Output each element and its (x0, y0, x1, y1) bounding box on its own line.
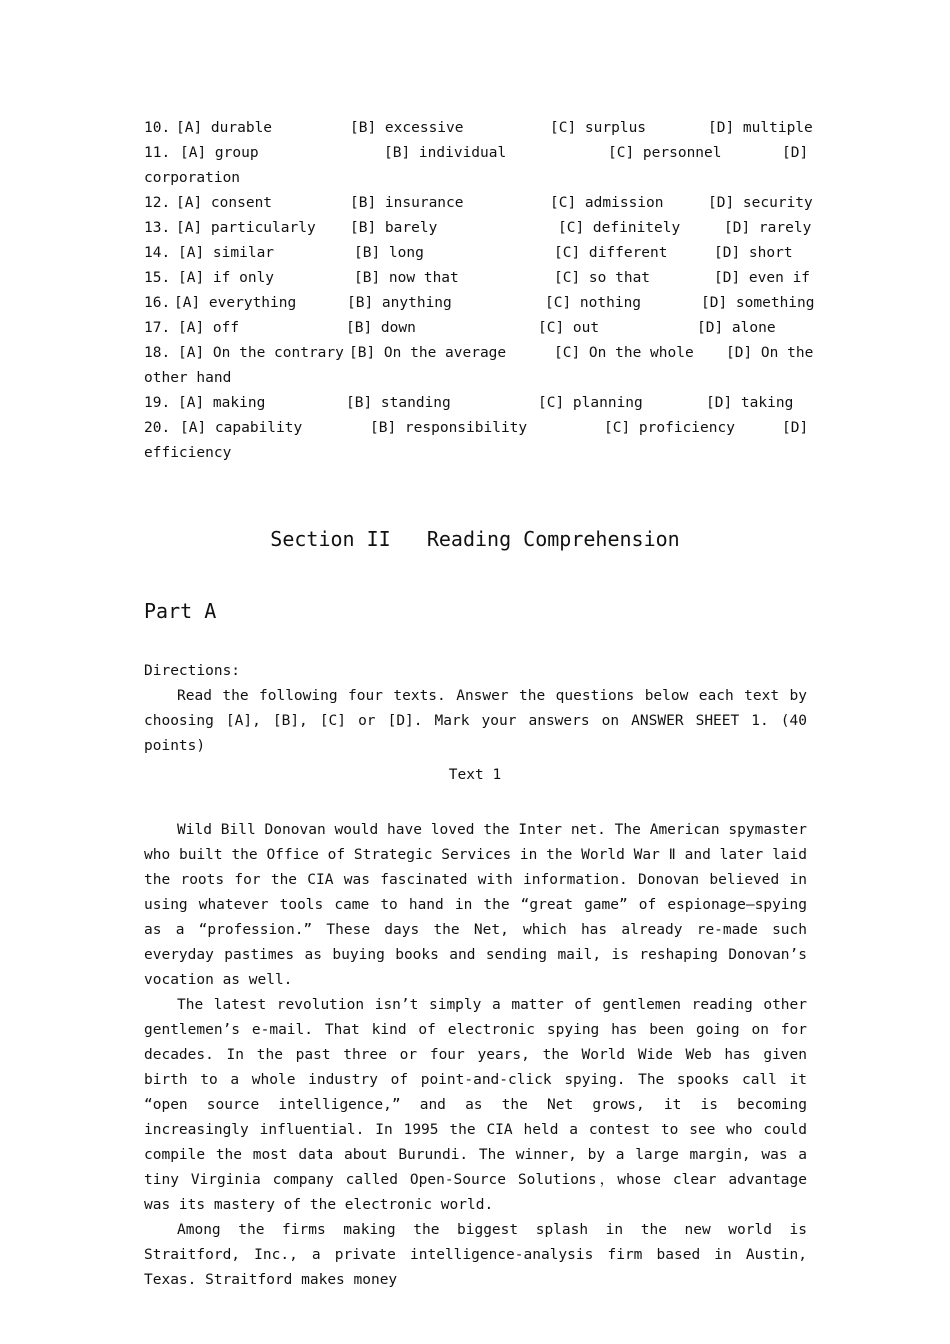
option-d-wrap: other hand (144, 370, 232, 386)
question-row-16 (144, 291, 815, 316)
paragraph: The latest revolution isn’t simply a matter of gentlemen reading other gentlemen’s e-mail. That kind of electronic spying has been going on for decades. In the past three or four years, the World Wide Web has given birth to a whole industry of point-and-click spying. The spooks call it “open source intelligence,” and as the Net grows, it is becoming increasingly influential. In 1995 the CIA held a contest to see who could compile the most data about Burundi. The winner, by a large margin, was a tiny Virginia company called Open-Source Solutions，whose clear advantage was its mastery of the electronic world. (144, 997, 807, 1213)
question-number: 12. (144, 195, 171, 211)
question-row-13 (144, 216, 812, 241)
question-row-14 (144, 241, 807, 266)
question-number: 14. (144, 245, 171, 261)
option-c: [C] surplus (550, 120, 647, 136)
paragraph: Among the firms making the biggest splash in the new world is Straitford, Inc., a private intelligence-analysis firm based in Austin, Texas. Straitford makes money (144, 1222, 807, 1288)
question-number: 19. (144, 395, 171, 411)
option-a: [A] similar (178, 245, 275, 261)
question-row-18 (144, 341, 814, 366)
option-c: [C] planning (538, 395, 643, 411)
question-row-10 (144, 116, 813, 141)
question-row-11 (144, 141, 807, 166)
directions-label: Directions: (144, 663, 241, 679)
option-a: [A] if only (178, 270, 275, 286)
option-b: [B] excessive (350, 120, 464, 136)
option-c: [C] On the whole (554, 345, 694, 361)
option-b: [B] individual (384, 145, 507, 161)
text-title: Text 1 (448, 767, 502, 783)
option-a: [A] consent (176, 195, 273, 211)
option-a: [A] particularly (176, 220, 316, 236)
option-c: [C] personnel (608, 145, 722, 161)
question-number: 15. (144, 270, 171, 286)
option-d: [D] even if (714, 270, 811, 286)
option-d: [D] (782, 145, 809, 161)
option-b: [B] On the average (349, 345, 507, 361)
option-d: [D] On the (726, 345, 814, 361)
option-a: [A] making (178, 395, 266, 411)
option-c: [C] admission (550, 195, 664, 211)
question-row-17 (144, 316, 807, 341)
option-b: [B] responsibility (370, 420, 528, 436)
option-c: [C] so that (554, 270, 651, 286)
option-d: [D] (782, 420, 809, 436)
option-d: [D] security (708, 195, 813, 211)
option-b: [B] down (346, 320, 416, 336)
reading-passage (144, 818, 807, 1293)
section-title: Section II Reading Comprehension (270, 527, 680, 551)
option-c: [C] nothing (545, 295, 642, 311)
option-b: [B] barely (350, 220, 438, 236)
question-number: 18. (144, 345, 171, 361)
option-b: [B] standing (346, 395, 451, 411)
paragraph: Wild Bill Donovan would have loved the Inter net. The American spymaster who built the Office of Strategic Services in the World War Ⅱ and later laid the roots for the CIA was fascinated with information. Donovan believed in using whatever tools came to hand in the “great game” of espionage—spying as a “profession.” These days the Net, which has already re-made such everyday pastimes as buying books and sending mail, is reshaping Donovan’s vocation as well. (144, 822, 807, 988)
question-row-20 (144, 416, 807, 441)
option-b: [B] insurance (350, 195, 464, 211)
part-title: Part A (144, 599, 217, 623)
answer-options-list (144, 116, 815, 466)
option-d: [D] multiple (708, 120, 813, 136)
option-d: [D] something (701, 295, 815, 311)
option-b: [B] anything (347, 295, 452, 311)
question-number: 20. (144, 420, 171, 436)
option-a: [A] On the contrary (178, 345, 344, 361)
option-c: [C] different (554, 245, 668, 261)
option-a: [A] durable (176, 120, 273, 136)
option-d: [D] short (714, 245, 793, 261)
option-c: [C] proficiency (604, 420, 735, 436)
option-d-wrap: efficiency (144, 445, 232, 461)
directions (144, 659, 807, 759)
option-b: [B] now that (354, 270, 459, 286)
option-c: [C] out (538, 320, 600, 336)
directions-text: Read the following four texts. Answer the questions below each text by choosing [A], [B], [C] or [D]. Mark your answers on ANSWER SHEET 1. (40 points) (144, 688, 807, 754)
question-number: 16. (144, 295, 171, 311)
question-number: 10. (144, 120, 171, 136)
option-d-wrap: corporation (144, 170, 241, 186)
question-row-19 (144, 391, 807, 416)
question-number: 13. (144, 220, 171, 236)
option-a: [A] capability (180, 420, 303, 436)
question-row-12 (144, 191, 813, 216)
option-d: [D] alone (697, 320, 776, 336)
question-row-15 (144, 266, 811, 291)
option-a: [A] off (178, 320, 240, 336)
option-d: [D] rarely (724, 220, 812, 236)
option-a: [A] everything (174, 295, 297, 311)
question-number: 11. (144, 145, 171, 161)
option-b: [B] long (354, 245, 424, 261)
option-a: [A] group (180, 145, 259, 161)
question-number: 17. (144, 320, 171, 336)
option-d: [D] taking (706, 395, 794, 411)
option-c: [C] definitely (558, 220, 681, 236)
